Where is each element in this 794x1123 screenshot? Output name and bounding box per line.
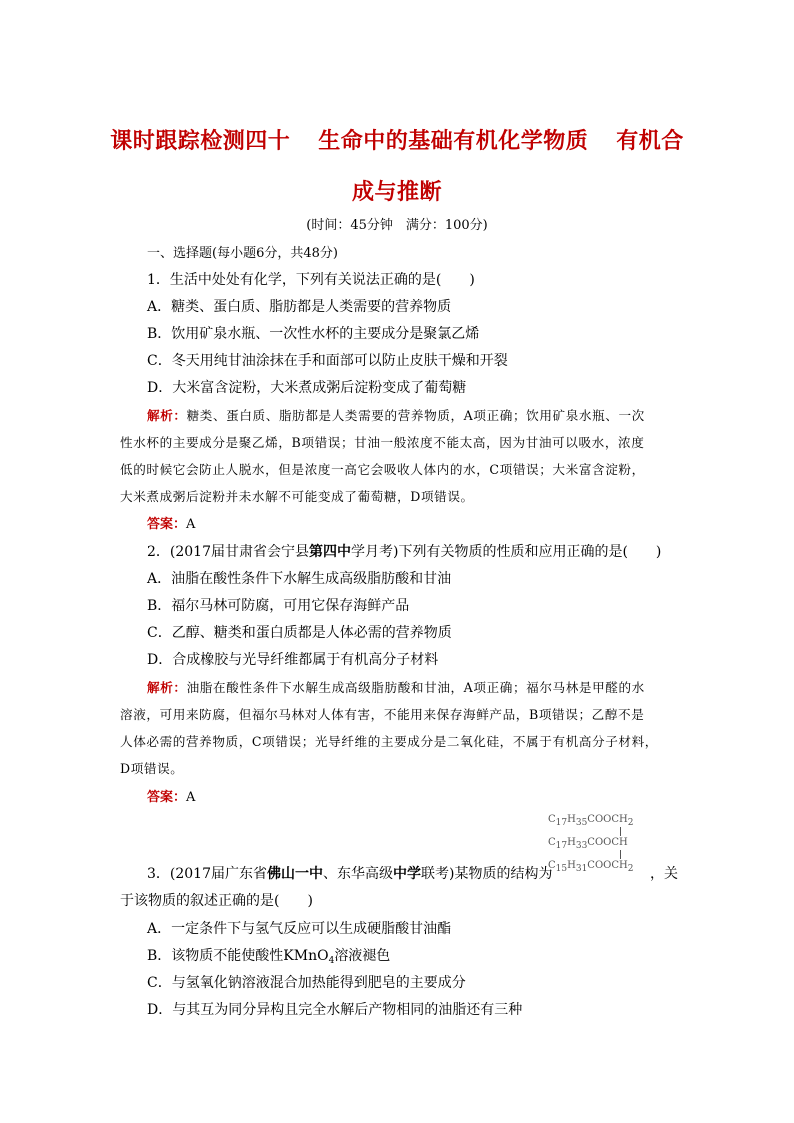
- page-title-line1: [0, 124, 794, 155]
- q1-answer: [147, 513, 195, 532]
- q2-option-c: C．乙醇、糖类和蛋白质都是人体必需的营养物质: [147, 625, 452, 641]
- title-part1: 课时跟踪检测四十: [110, 129, 291, 154]
- q3-stem-tail: ，关: [650, 866, 678, 882]
- q3-option-d: D．与其互为同分异构且完全水解后产物相同的油脂还有三种: [147, 1002, 523, 1018]
- q1-option-b: B．饮用矿泉水瓶、一次性水杯的主要成分是聚氯乙烯: [147, 326, 480, 342]
- structure-bond2: [620, 850, 621, 859]
- q2-option-b: B．福尔马林可防腐，可用它保存海鲜产品: [147, 598, 410, 614]
- answer-value: A: [186, 517, 196, 532]
- q3-option-c: C．与氢氧化钠溶液混合加热能得到肥皂的主要成分: [147, 975, 466, 991]
- q3-stem-line2: 于该物质的叙述正确的是( ): [120, 893, 313, 909]
- q1-solution-line4: 大米煮成粥后淀粉并未水解不可能变成了葡萄糖，D项错误。: [120, 489, 474, 504]
- page-title-line2: 成与推断: [351, 180, 442, 205]
- structure-row2: C17H33COOCH: [548, 837, 628, 851]
- structure-row3: C15H31COOCH2: [548, 860, 634, 874]
- q1-stem: 1．生活中处处有化学，下列有关说法正确的是( ): [147, 272, 475, 288]
- answer-label: 答案：: [147, 517, 187, 532]
- q3-stem: 3．(2017届广东省佛山一中、东华高级中学联考)某物质的结构为: [147, 866, 553, 882]
- title-part2: 生命中的基础有机化学物质: [318, 129, 589, 154]
- solution-label: 解析：: [147, 408, 187, 423]
- q1-solution-line1: 解析：糖类、蛋白质、脂肪都是人类需要的营养物质，A项正确；饮用矿泉水瓶、一次: [147, 408, 645, 423]
- q1-option-c: C．冬天用纯甘油涂抹在手和面部可以防止皮肤干燥和开裂: [147, 353, 508, 369]
- title-part3: 有机合: [616, 129, 684, 154]
- q2-stem: 2．(2017届甘肃省会宁县第四中学月考)下列有关物质的性质和应用正确的是( ): [147, 544, 662, 560]
- structure-bond1: [620, 827, 621, 836]
- q1-option-a: A．糖类、蛋白质、脂肪都是人类需要的营养物质: [147, 299, 452, 315]
- structure-row1: C17H35COOCH2: [548, 814, 634, 828]
- q1-solution-line3: 低的时候它会防止人脱水，但是浓度一高它会吸收人体内的水，C项错误；大米富含淀粉，: [120, 462, 645, 477]
- q2-solution-line1: 解析：油脂在酸性条件下水解生成高级脂肪酸和甘油，A项正确；福尔马林是甲醛的水: [147, 680, 645, 695]
- q2-solution-line3: 人体必需的营养物质，C项错误；光导纤维的主要成分是二氧化硅，不属于有机高分子材料，: [120, 734, 658, 749]
- q2-option-d: D．合成橡胶与光导纤维都属于有机高分子材料: [147, 652, 439, 668]
- solution-label: 解析：: [147, 680, 187, 695]
- q2-solution-line4: D项错误。: [120, 761, 184, 776]
- answer-value: A: [186, 790, 196, 805]
- q3-option-a: A．一定条件下与氢气反应可以生成硬脂酸甘油酯: [147, 921, 452, 937]
- q1-solution-line2: 性水杯的主要成分是聚乙烯，B项错误；甘油一般浓度不能太高，因为甘油可以吸水，浓度: [120, 435, 645, 450]
- q1-option-d: D．大米富含淀粉，大米煮成粥后淀粉变成了葡萄糖: [147, 380, 467, 396]
- answer-label: 答案：: [147, 790, 187, 805]
- exam-meta: (时间：45分钟 满分：100分): [306, 218, 488, 233]
- q3-option-b: B．该物质不能使酸性KMnO$_4$溶液褪色: [147, 948, 391, 966]
- q2-solution-line2: 溶液，可用来防腐，但福尔马林对人体有害，不能用来保存海鲜产品，B项错误；乙醇不是: [120, 707, 645, 722]
- q2-option-a: A．油脂在酸性条件下水解生成高级脂肪酸和甘油: [147, 571, 452, 587]
- section-heading: 一、选择题(每小题6分，共48分): [147, 246, 338, 261]
- q2-answer: [147, 786, 195, 805]
